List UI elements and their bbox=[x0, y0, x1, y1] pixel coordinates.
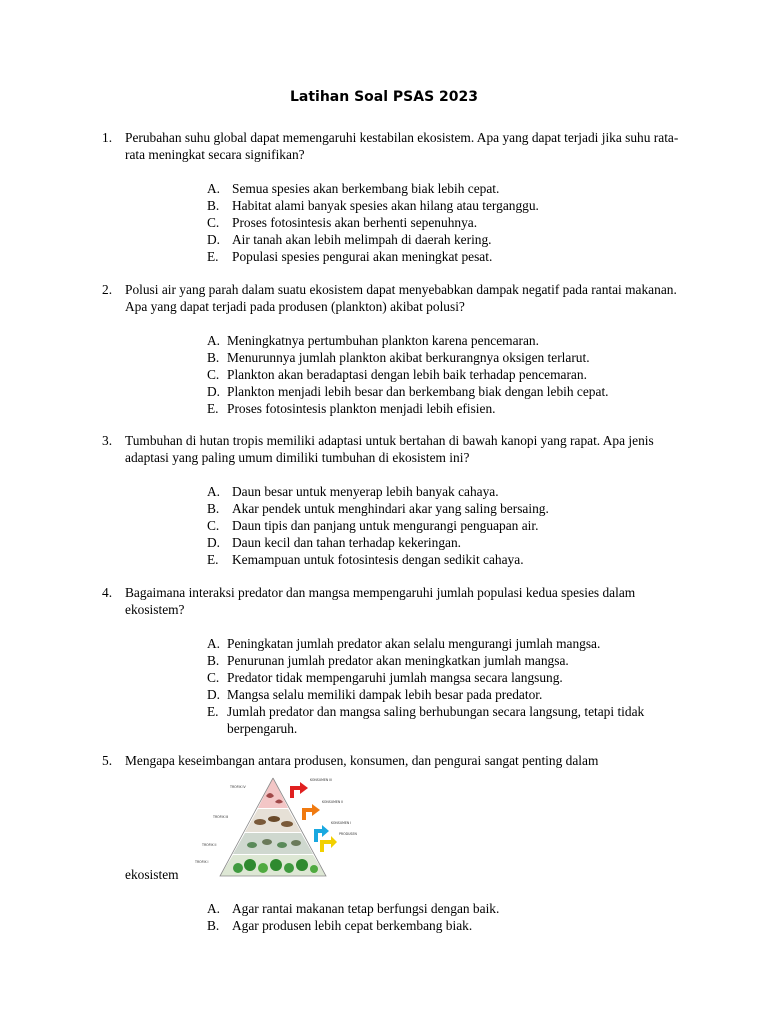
orange-arrow-icon bbox=[302, 804, 320, 820]
tier-2 bbox=[233, 833, 313, 854]
question-number: 1. bbox=[102, 130, 113, 145]
option-e: E. Proses fotosintesis plankton menjadi lebih efisien. bbox=[207, 401, 496, 416]
question-number: 2. bbox=[102, 282, 113, 297]
level-label: TROFIK I bbox=[195, 860, 209, 864]
tree-icon bbox=[284, 863, 294, 873]
tree-icon bbox=[270, 859, 282, 871]
option-b: B. Penurunan jumlah predator akan meningkatkan jumlah mangsa. bbox=[207, 653, 569, 668]
option-d: D. Air tanah akan lebih melimpah di daerah kering. bbox=[207, 232, 492, 247]
level-label: TROFIK IV bbox=[230, 785, 246, 789]
trophic-pyramid-figure bbox=[190, 772, 365, 882]
question-4 bbox=[102, 584, 682, 618]
question-text: Mengapa keseimbangan antara produsen, konsumen, dan pengurai sangat penting dalam bbox=[125, 753, 599, 768]
insect-icon bbox=[247, 842, 257, 848]
option-b: B. Habitat alami banyak spesies akan hilang atau terganggu. bbox=[207, 198, 539, 213]
option-d: D. Mangsa selalu memiliki dampak lebih besar pada predator. bbox=[207, 687, 543, 702]
options-4 bbox=[207, 635, 687, 737]
option-a: A. Daun besar untuk menyerap lebih banyak cahaya. bbox=[207, 484, 499, 499]
option-d: D. Daun kecil dan tahan terhadap kekeringan. bbox=[207, 535, 462, 550]
level-label: TROFIK II bbox=[202, 843, 217, 847]
page-title: Latihan Soal PSAS 2023 bbox=[289, 89, 479, 105]
question-text: Bagaimana interaksi predator dan mangsa mempengaruhi jumlah populasi kedua spesies dalam ekosistem? bbox=[125, 585, 636, 617]
options-2 bbox=[207, 332, 687, 417]
bird-icon bbox=[281, 821, 293, 827]
option-a: A. Meningkatnya pertumbuhan plankton karena pencemaran. bbox=[207, 333, 539, 348]
role-label: PRODUSEN bbox=[339, 832, 357, 836]
tier-4 bbox=[258, 778, 288, 808]
option-e: E. Kemampuan untuk fotosintesis dengan sedikit cahaya. bbox=[207, 552, 524, 567]
red-arrow-icon bbox=[290, 782, 308, 798]
question-3 bbox=[102, 432, 682, 466]
tree-icon bbox=[233, 863, 243, 873]
option-a: A. Agar rantai makanan tetap berfungsi dengan baik. bbox=[207, 901, 500, 916]
question-text-continued: ekosistem bbox=[125, 867, 179, 882]
question-2 bbox=[102, 281, 682, 315]
option-b: B. Menurunnya jumlah plankton akibat berkurangnya oksigen terlarut. bbox=[207, 350, 590, 365]
tree-icon bbox=[296, 859, 308, 871]
yellow-arrow-icon bbox=[320, 836, 337, 852]
option-c: C. Daun tipis dan panjang untuk mengurangi penguapan air. bbox=[207, 518, 539, 533]
insect-icon bbox=[291, 840, 301, 846]
insect-icon bbox=[277, 842, 287, 848]
option-c: C. Plankton akan beradaptasi dengan lebih baik terhadap pencemaran. bbox=[207, 367, 587, 382]
question-5 bbox=[102, 752, 682, 769]
bird-icon bbox=[254, 819, 266, 825]
option-e: E. Jumlah predator dan mangsa saling berhubungan secara langsung, tetapi tidak berpengaruh. bbox=[207, 704, 645, 736]
option-c: C. Proses fotosintesis akan berhenti sepenuhnya. bbox=[207, 215, 478, 230]
bird-icon bbox=[268, 816, 280, 822]
tree-icon bbox=[244, 859, 256, 871]
question-number: 3. bbox=[102, 433, 113, 448]
question-text: Perubahan suhu global dapat memengaruhi kestabilan ekosistem. Apa yang dapat terjadi jika suhu rata-rata meningkat secara signifikan? bbox=[125, 130, 679, 162]
role-label: KONSUMEN I bbox=[331, 821, 352, 825]
options-3 bbox=[207, 483, 687, 568]
question-text: Polusi air yang parah dalam suatu ekosistem dapat menyebabkan dampak negatif pada rantai makanan. Apa yang dapat terjadi pada produsen (plankton) akibat polusi? bbox=[125, 282, 677, 314]
question-1 bbox=[102, 129, 682, 163]
role-label: KONSUMEN III bbox=[310, 778, 333, 782]
option-a: A. Peningkatan jumlah predator akan selalu mengurangi jumlah mangsa. bbox=[207, 636, 601, 651]
level-label: TROFIK III bbox=[213, 815, 229, 819]
role-label: KONSUMEN II bbox=[322, 800, 344, 804]
question-text: Tumbuhan di hutan tropis memiliki adaptasi untuk bertahan di bawah kanopi yang rapat. Apa jenis adaptasi yang paling umum dimiliki tumbuhan di ekosistem ini? bbox=[125, 433, 654, 465]
question-number: 4. bbox=[102, 585, 113, 600]
option-b: B. Agar produsen lebih cepat berkembang biak. bbox=[207, 918, 473, 933]
option-b: B. Akar pendek untuk menghindari akar yang saling bersaing. bbox=[207, 501, 549, 516]
tree-icon bbox=[310, 865, 318, 873]
options-1 bbox=[207, 180, 687, 265]
option-a: A. Semua spesies akan berkembang biak lebih cepat. bbox=[207, 181, 500, 196]
options-5 bbox=[207, 900, 687, 934]
cyan-arrow-icon bbox=[314, 825, 329, 842]
option-d: D. Plankton menjadi lebih besar dan berkembang biak dengan lebih cepat. bbox=[207, 384, 609, 399]
option-c: C. Predator tidak mempengaruhi jumlah mangsa secara langsung. bbox=[207, 670, 563, 685]
question-number: 5. bbox=[102, 753, 113, 768]
option-e: E. Populasi spesies pengurai akan meningkat pesat. bbox=[207, 249, 493, 264]
tree-icon bbox=[258, 863, 268, 873]
insect-icon bbox=[262, 839, 272, 845]
